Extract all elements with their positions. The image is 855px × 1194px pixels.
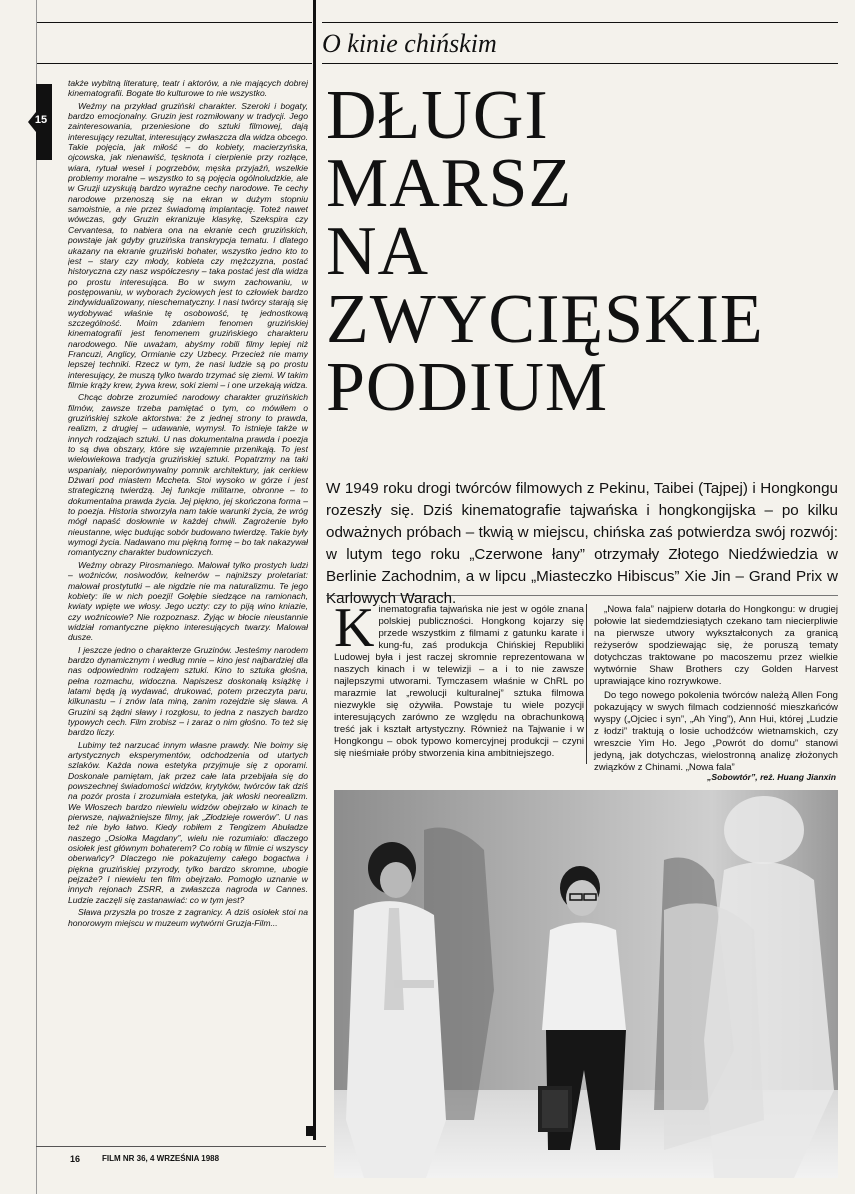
top-rule-right xyxy=(322,22,838,23)
left-paragraph: Weźmy obrazy Pirosmaniego. Malował tylko prostych ludzi – woźniców, nosiwodów, kelnerów – najniższy proletariat: malował prostytutki – ale nigdzie nie ma naturalizmu. Te jego kobiety: ile w nich poezji! Gołębie siedzące na ramionach, kwiaty wpięte we włosy. Jego uczty: czy to piją wino kniazie, czy woźnicowie? Nie rozpoznasz. Żyjąc w błocie nieustannie widział romantyczne piękno interesujących twarzy. Malował dusze. xyxy=(68,559,308,643)
lead-paragraph: W 1949 roku drogi twórców filmowych z Pekinu, Taibei (Tajpej) i Hongkongu rozeszły się. Dziś kinematografie tajwańska i hongkongijska – po kilku odważnych próbach – tkwią w miejscu, chińska zaś potwierdza swój rozwój: w lutym tego roku „Czerwone łany” otrzymały Złotego Niedźwiedzia w Berlinie Zachodnim, a w lipcu „Miasteczko Hibiscus” Xie Jin – Grand Prix w Karlowych Warach. xyxy=(326,480,838,607)
column-b-paragraph: Do tego nowego pokolenia twórców należą Allen Fong pokazujący w swych filmach codzienność mieszkańców wyspy („Ojciec i syn”, „Ah Ying”), Ann Hui, której „Ludzie z łodzi” traktują o losie uchodźców wietnamskich, czy wreszcie Yim Ho. Jego „Powrót do domu” stanowi jedyną, jak dotychczas, wielostronną analizę złożonych związków z Chinami. „Nowa fala” xyxy=(594,690,838,773)
left-paragraph: także wybitną literaturę, teatr i aktorów, a nie mających dobrej kinematografii. Bogate tło kulturowe to nie wszystko. xyxy=(68,78,308,99)
left-paragraph: Sława przyszła po trosze z zagranicy. A dziś osiołek stoi na honorowym miejscu w muzeum wytwórni Gruzja-Film... xyxy=(68,907,308,928)
column-a-paragraph xyxy=(334,597,584,760)
mid-column-divider xyxy=(586,604,587,764)
left-paragraph: I jeszcze jedno o charakterze Gruzinów. Jesteśmy narodem bardzo dynamicznym i według mnie – kino jest najbardziej dla nas odpowiednim rodzajem sztuki. Kino to sztuka głośna, pełna rozmachu, widoczna. Napiszesz doskonałą książkę i latami będą ją wydawać, drukować, potem przeczyta paru, kilkunastu – i znów lata miną, zanim rozejdzie się sława. A Gruzini są żądni sławy i rozgłosu, to jedna z naszych bardzo typowych cech. Film zrobisz – i zaraz o nim głośno. To też się bardzo liczy. xyxy=(68,644,308,738)
section-title-underline xyxy=(322,63,838,64)
article-column-a xyxy=(334,597,584,762)
left-header-rule xyxy=(36,63,312,64)
footer-issue: FILM NR 36, 4 WRZEŚNIA 1988 xyxy=(102,1154,220,1163)
left-margin-line xyxy=(36,0,37,1194)
headline-line: ZWYCIĘSKIE xyxy=(326,281,764,358)
top-rule-left xyxy=(36,22,312,23)
left-paragraph: Lubimy też narzucać innym własne prawdy. Nie boimy się artystycznych eksperymentów, odchodzenia od utartych szlaków. Każda nowa estetyka przyjmuje się z oporami. Doskonale pamiętam, jak przez całe lata przebijała się do powszechnej świadomości widzów, krytyków, twórców tak dziś na pozór prosta i zrozumiała estetyka, jak włoski neorealizm. We Włoszech bardzo niewielu widzów obejrzało w kinach te pierwsze, najważniejsze filmy, jak „Złodzieje rowerów”. U nas też nie było łatwo. Kiedy robiłem z Tengizem Abuładze naszego „Osiołka Magdany”, wielu nie rozumiało: dlaczego osiołek jest głównym bohaterem? Co robią w filmie ci wszyscy oberwańcy? Dlaczego nie pokazujemy całego bogactwa i piękna gruzińskiej przyrody, tylko bardzo skromne, ubogie pejzaże? I niewielu ten film obejrzało. Pomogło uznanie w innych rejonach ZSRR, a zwłaszcza nagroda w Cannes. Ludzie zaczęli się zastanawiać: co w tym jest? xyxy=(68,739,308,905)
section-title: O kinie chińskim xyxy=(322,29,497,58)
left-paragraph: Chcąc dobrze zrozumieć narodowy charakter gruzińskich filmów, zawsze trzeba pamiętać o tym, co mówiłem o gruzińskiej szkole aktorstwa: że z jednej strony to prawda, realizm, z drugiej – udawanie, wymysł. To istnieje także w innych rodzajach sztuki. U nas dokumentalna prawda i poezja to są dwa obszary, które się wzajemnie przenikają. To jest wielowiekowa tradycja gruzińskiej sztuki. Popatrzmy na taki wspaniały, nieporównywalny pomnik architektury, jak cerkiew Dżwari pod miastem Mccheta. Stoi wysoko w górze i jest strategiczną twierdzą. Jej funkcje militarne, obronne – to dokumentalna prawda życia. Jej piękno, jej skończona forma – to poezja. Historia stworzyła nam takie warunki życia, że wróg mógł napaść dosłownie w każdej chwili. Zagrożenie było nieustanne, więc budując sobór budowano twierdzę. Takie były wymogi życia. Nadawano mu piękną formę – bo tak nakazywał romantyczny charakter budowniczych. xyxy=(68,392,308,558)
headline-line: DŁUGI xyxy=(326,77,549,154)
headline-line: NA xyxy=(326,213,430,290)
headline-line: MARSZ xyxy=(326,145,573,222)
headline xyxy=(326,77,826,426)
column-divider xyxy=(313,0,316,1140)
end-square xyxy=(306,1126,313,1136)
column-b-paragraph: „Nowa fala” najpierw dotarła do Hongkongu: w drugiej połowie lat siedemdziesiątych czekano tam niecierpliwie na pierwsze utwory wykształconych za granicą reżyserów spodziewając się, że poruszą tematy dotychczas traktowane po macoszemu przez wielkie wytwórnie Shaw Brothers czy Golden Harvest uprawiające kino rozrywkowe. xyxy=(594,604,838,687)
drop-cap: K xyxy=(334,597,375,659)
left-column-text xyxy=(68,78,308,1108)
photo-caption: „Sobowtór”, reż. Huang Jianxin xyxy=(707,772,836,782)
page-tab-number: 15 xyxy=(34,114,48,126)
footer-page-number: 16 xyxy=(70,1154,81,1164)
article-column-b xyxy=(594,604,838,776)
column-a-text: inematografia tajwańska nie jest w ogóle znana polskiej publiczności. Hongkong kojarzy się przede wszystkim z filmami z gatunku karate i kung-fu, zaś produkcja Chińskiej Republiki Ludowej była i jest raczej skromnie reprezentowana w naszych kinach i w telewizji – a i to nie zawsze najlepszymi utworami. Tymczasem właśnie w ChRL po marazmie lat „rewolucji kulturalnej” sztuka filmowa niezwykle się ożywiła. Powstaje tu wiele pozycji interesujących zarówno ze względu na obrachunkową treść jak i kształt artystyczny. Również na Tajwanie i w Hongkongu – obok typowo komercyjnej produkcji – czyni się nieśmiałe próby stworzenia kina ambitniejszego. xyxy=(334,604,584,759)
film-still-photo xyxy=(334,790,838,1178)
left-paragraph: Weźmy na przykład gruziński charakter. Szeroki i bogaty, bardzo emocjonalny. Gruzin jest rozmiłowany w tradycji. Jego zainteresowania, przeniesione do sztuki filmowej, dają interesujący rezultat, interesujący zwłaszcza dla widza obcego. Takie pojęcia, jak miłość – do kobiety, macierzyńska, ojcowska, jak nienawiść, tęsknota i cierpienie przy rozłące, wiara, rytuał weseł i pogrzebów, męska przyjaźń, wszelkie problemy moralne – wszystko to są pojęcia ogólnoludzkie, ale w Gruzji uzyskują bardzo wyraźne cechy narodowe. Te cechy narodowe przenoszą się na ekran w dużym stopniu samoistnie, a nie przez świadomą implantację. Toteż nawet wówczas, gdy Gruzin ekranizuje klasykę, Szekspira czy Cervantesa, to nabiera ona na ekranie cech gruzińskich, powstaje jak gdyby gruzińska transkrypcja tematu. I dlatego ukazany na ekranie gruziński bohater, wszystko jedno kto to jest – stary czy młody, kobieta czy mężczyzna, postać historyczna czy nasz współczesny – taka postać jest dla widza po prostu interesująca. Bo w swym zachowaniu, w postępowaniu, w wyborach życiowych jest to człowiek bardzo zindywidualizowany, nieschematyczny. I nasi twórcy starają się wydobywać właśnie tę osobowość, tę jednostkową szczególność. Moim zdaniem fenomen gruzińskiej kinematografii jest fenomenem gruzińskiego charakteru narodowego. Nie uważam, abyśmy robili filmy lepiej niż Francuzi, Anglicy, Ormianie czy Uzbecy. Przecież nie mamy lepszej techniki. Rzecz w tym, że nasi ludzie są po prostu interesujący, że muszą tylko twardo trzymać się ziemi. W takim filmie krąży krew, żywa krew, soki ziemi – i one urzekają widza. xyxy=(68,100,308,390)
footer-rule xyxy=(36,1146,326,1147)
headline-line: PODIUM xyxy=(326,349,609,426)
